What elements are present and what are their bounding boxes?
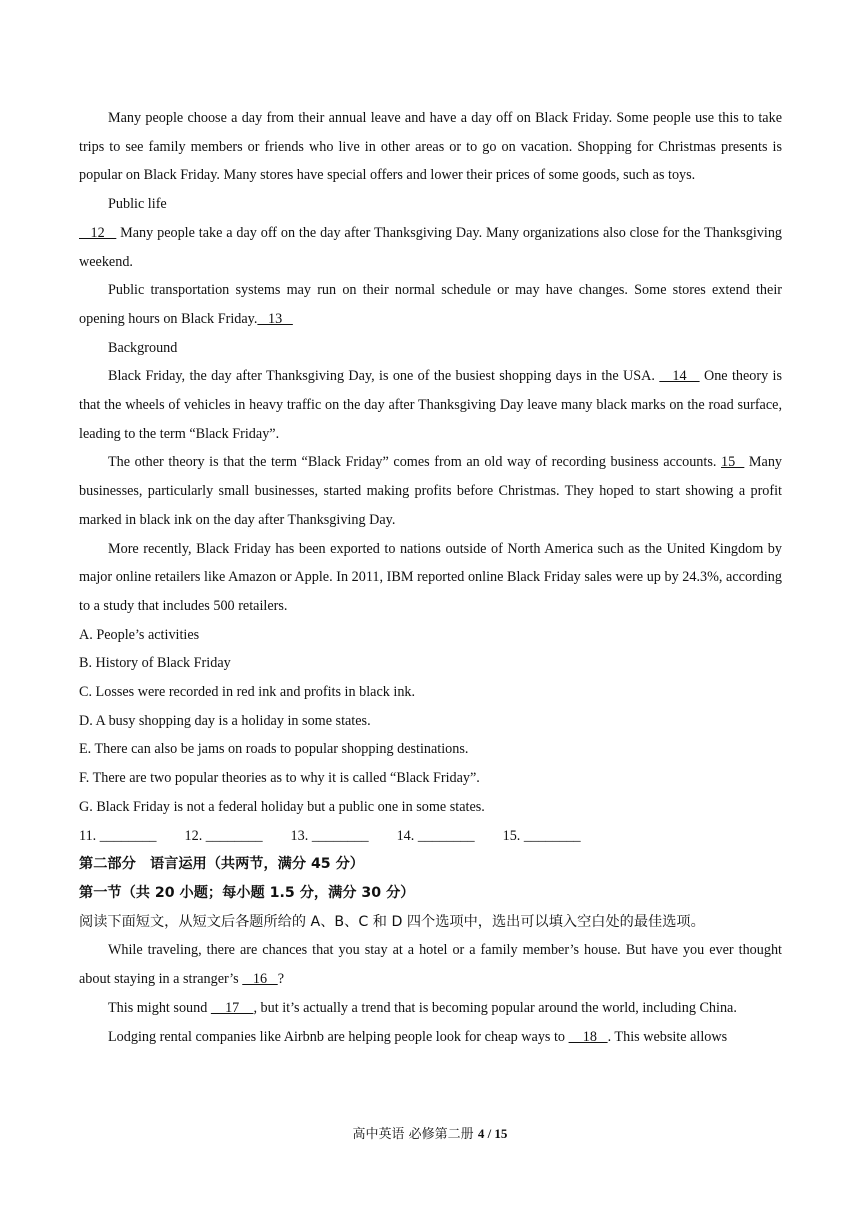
paragraph-black-friday-leave: Many people choose a day from their annual leave and have a day off on Black Friday. Some people use this to take trips to see family members or friends who live in other areas or to go on vacation. Shopping for Christmas presents is popular on Black Friday. Many stores have special offers and lower their prices of some goods, such as toys. bbox=[79, 110, 782, 184]
paragraph-text: The other theory is that the term “Black Friday” comes from an old way of recording business accounts. bbox=[108, 454, 721, 471]
paragraph-text: Public transportation systems may run on their normal schedule or may have changes. Some stores extend their opening hours on Black Friday. bbox=[79, 282, 782, 327]
footer-label: 高中英语 必修第二册 bbox=[352, 1127, 478, 1142]
answer-blank-11[interactable]: 11. ________ bbox=[79, 827, 157, 844]
option-g: G. Black Friday is not a federal holiday but a public one in some states. bbox=[79, 798, 485, 815]
blank-16: 16 bbox=[242, 971, 278, 988]
blank-14: 14 bbox=[659, 368, 700, 385]
cloze-paragraph-1 bbox=[79, 936, 782, 993]
part-two-title: 第二部分 语言运用（共两节，满分 45 分） bbox=[79, 856, 364, 873]
blank-12: 12 bbox=[79, 224, 117, 241]
blank-15: 15 bbox=[720, 454, 745, 471]
heading-background: Background bbox=[108, 339, 178, 356]
answer-blanks-row bbox=[79, 822, 782, 851]
answer-blank-14[interactable]: 14. ________ bbox=[396, 827, 475, 844]
paragraph-text: Black Friday, the day after Thanksgiving Day, is one of the busiest shopping days in the USA. bbox=[108, 368, 660, 385]
option-f: F. There are two popular theories as to why it is called “Black Friday”. bbox=[79, 770, 480, 787]
paragraph-text: This might sound bbox=[108, 999, 211, 1016]
blank-17: 17 bbox=[210, 999, 254, 1016]
paragraph-text: While traveling, there are chances that you stay at a hotel or a family member’s house. But have you ever thought about staying in a stranger’s bbox=[79, 942, 782, 988]
paragraph-public-life bbox=[79, 219, 782, 276]
blank-13: 13 bbox=[257, 310, 293, 327]
answer-blank-13[interactable]: 13. ________ bbox=[290, 827, 369, 844]
cloze-paragraph-2 bbox=[79, 994, 782, 1023]
paragraph-text: Lodging rental companies like Airbnb are helping people look for cheap ways to bbox=[108, 1028, 569, 1045]
option-d: D. A busy shopping day is a holiday in some states. bbox=[79, 712, 371, 729]
paragraph-transportation bbox=[79, 276, 782, 333]
paragraph-recently: More recently, Black Friday has been exported to nations outside of North America such as the United Kingdom by major online retailers like Amazon or Apple. In 2011, IBM reported online Black Friday sales were up by 24.3%, according to a study that includes 500 retailers. bbox=[79, 540, 782, 614]
instruction-text: 阅读下面短文，从短文后各题所给的 A、B、C 和 D 四个选项中，选出可以填入空白处的最佳选项。 bbox=[79, 913, 705, 930]
paragraph-text: . This website allows bbox=[607, 1028, 728, 1045]
option-a: A. People’s activities bbox=[79, 626, 200, 643]
option-b: B. History of Black Friday bbox=[79, 655, 231, 672]
heading-public-life: Public life bbox=[108, 196, 167, 213]
paragraph-text: Many people take a day off on the day after Thanksgiving Day. Many organizations also close for the Thanksgiving weekend. bbox=[79, 224, 783, 270]
cloze-paragraph-3 bbox=[79, 1023, 782, 1052]
paragraph-text: Many businesses, particularly small businesses, started making profits before Christmas. They hoped to start showing a profit marked in black ink on the day after Thanksgiving Day. bbox=[79, 454, 783, 528]
section-one-title: 第一节（共 20 小题；每小题 1.5 分，满分 30 分） bbox=[79, 884, 415, 901]
paragraph-theory-two bbox=[79, 448, 782, 534]
paragraph-theory-one bbox=[79, 362, 782, 448]
option-c: C. Losses were recorded in red ink and profits in black ink. bbox=[79, 684, 416, 701]
paragraph-text: One theory is that the wheels of vehicles in heavy traffic on the day after Thanksgiving Day leave many black marks on the road surface, leading to the term “Black Friday”. bbox=[79, 368, 782, 442]
document-page bbox=[79, 104, 782, 1051]
blank-18: 18 bbox=[568, 1028, 608, 1045]
option-e: E. There can also be jams on roads to popular shopping destinations. bbox=[79, 741, 469, 758]
paragraph-text: , but it’s actually a trend that is becoming popular around the world, including China. bbox=[253, 999, 737, 1016]
page-number: 4 / 15 bbox=[477, 1126, 508, 1141]
answer-blank-15[interactable]: 15. ________ bbox=[502, 827, 581, 844]
paragraph-text: ? bbox=[277, 971, 285, 988]
page-footer bbox=[0, 1123, 860, 1142]
answer-blank-12[interactable]: 12. ________ bbox=[184, 827, 263, 844]
